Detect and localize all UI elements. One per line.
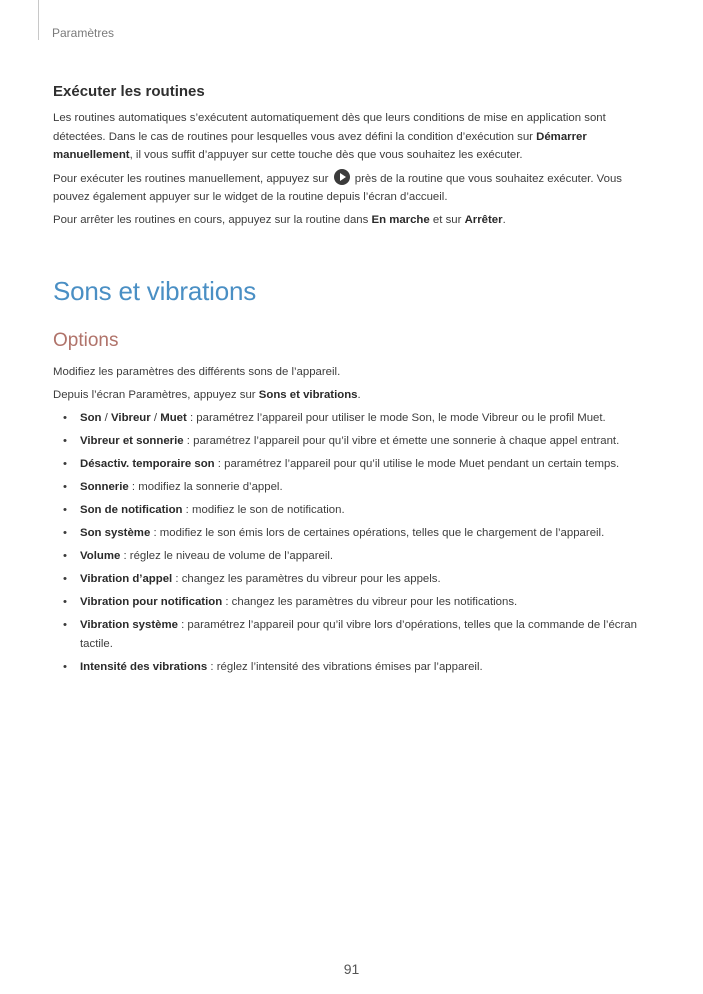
list-item <box>53 501 653 520</box>
text-run: : paramétrez l’appareil pour qu’il vibre lors d’opérations, telles que la commande de l’écran tactile. <box>80 619 637 650</box>
bold-term: Volume <box>80 550 121 562</box>
text-run: : réglez l’intensité des vibrations émises par l’appareil. <box>207 660 483 673</box>
header-section-label: Paramètres <box>52 26 115 40</box>
list-item <box>53 409 653 428</box>
list-item <box>53 547 653 566</box>
text-run: : paramétrez l’appareil pour utiliser le mode Son, le mode Vibreur ou le profil Muet. <box>186 412 606 424</box>
bold-term: Muet <box>160 412 187 424</box>
bold-term: Vibreur <box>111 412 151 424</box>
list-item <box>53 658 653 677</box>
text-run: et sur <box>429 213 465 226</box>
bold-term: Vibration système <box>80 619 178 631</box>
page-content <box>53 82 653 681</box>
text-run: . <box>357 388 361 401</box>
bold-term: Vibration pour notification <box>80 596 223 608</box>
list-item <box>53 478 653 497</box>
list-item <box>53 593 653 612</box>
text-run: Depuis l’écran Paramètres, appuyez sur <box>53 388 259 401</box>
routines-heading: Exécuter les routines <box>53 83 205 100</box>
text-run: Pour exécuter les routines manuellement, appuyez sur <box>53 172 332 185</box>
header-divider <box>38 0 39 40</box>
bold-term: Son de notification <box>80 504 183 516</box>
text-run: : modifiez le son de notification. <box>182 504 345 516</box>
text-run: : changez les paramètres du vibreur pour les notifications. <box>222 596 518 608</box>
bold-term: Arrêter <box>464 213 503 226</box>
text-run: / <box>101 412 112 424</box>
options-path <box>53 386 653 405</box>
text-run: : modifiez la sonnerie d’appel. <box>128 481 283 493</box>
options-heading: Options <box>53 330 119 351</box>
bold-term: Son système <box>80 527 151 539</box>
bold-term: En marche <box>371 213 430 226</box>
bold-term: Sons et vibrations <box>258 388 358 401</box>
text-run: : modifiez le son émis lors de certaines opérations, telles que le chargement de l’appareil. <box>150 527 605 539</box>
list-item <box>53 455 653 474</box>
text-run: , il vous suffit d’appuyer sur cette touche dès que vous souhaitez les exécuter. <box>129 149 523 161</box>
routines-paragraph-2 <box>53 169 653 207</box>
text-run: près de la routine que vous souhaitez exécuter. Vous pouvez également appuyer sur le widget de la routine depuis l’écran d’accueil. <box>53 172 622 203</box>
play-icon <box>334 169 350 185</box>
text-run: . <box>502 213 506 226</box>
section-title: Sons et vibrations <box>53 276 257 306</box>
routines-paragraph-1 <box>53 109 653 165</box>
text-run: : changez les paramètres du vibreur pour les appels. <box>172 573 441 585</box>
text-run: / <box>150 412 161 424</box>
routines-paragraph-3 <box>53 211 653 230</box>
text-run: : réglez le niveau de volume de l’appareil. <box>120 550 334 562</box>
bold-term: Vibreur et sonnerie <box>80 435 184 447</box>
text-run: Les routines automatiques s’exécutent automatiquement dès que leurs conditions de mise en application sont détectées. Dans le cas de routines pour lesquelles vous avez défini la condition d’exécution sur <box>53 112 606 143</box>
list-item <box>53 616 653 653</box>
bold-term: Désactiv. temporaire son <box>80 458 215 470</box>
bold-term: Vibration d’appel <box>80 573 173 585</box>
text-run: : paramétrez l’appareil pour qu’il utilise le mode Muet pendant un certain temps. <box>214 458 620 470</box>
bold-term: Démarrer manuellement <box>53 130 587 161</box>
bold-term: Sonnerie <box>80 481 129 493</box>
bold-term: Son <box>80 412 102 424</box>
list-item <box>53 570 653 589</box>
text-run: : paramétrez l’appareil pour qu’il vibre et émette une sonnerie à chaque appel entrant. <box>183 435 620 447</box>
page-number: 91 <box>343 961 360 977</box>
text-run: Pour arrêter les routines en cours, appuyez sur la routine dans <box>53 213 372 226</box>
options-list <box>53 409 653 676</box>
list-item <box>53 524 653 543</box>
list-item <box>53 432 653 451</box>
options-intro: Modifiez les paramètres des différents sons de l’appareil. <box>53 366 341 378</box>
bold-term: Intensité des vibrations <box>80 660 208 673</box>
